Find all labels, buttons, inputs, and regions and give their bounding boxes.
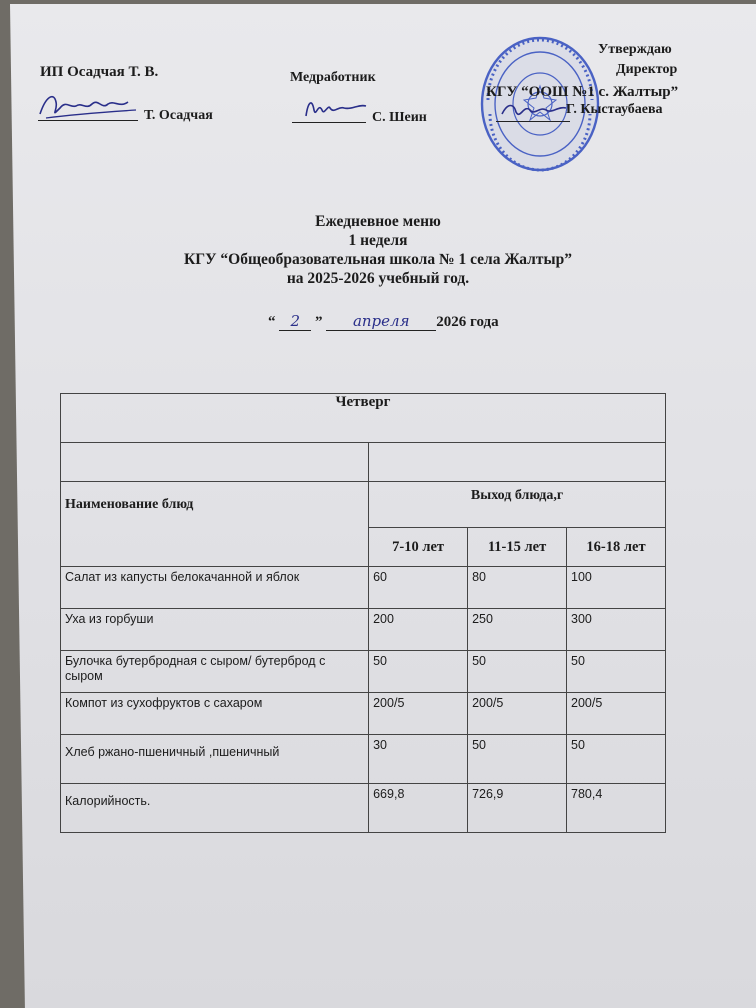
dish-name: Салат из капусты белокачанной и яблок (61, 567, 369, 609)
date-close-quote: ” (315, 314, 323, 330)
age-header: 7-10 лет (369, 528, 468, 567)
signature-line-left (38, 120, 138, 121)
dish-value: 50 (567, 735, 666, 784)
dish-name: Хлеб ржано-пшеничный ,пшеничный (61, 735, 369, 784)
dish-value: 80 (468, 567, 567, 609)
table-row (61, 567, 666, 609)
signature-osadchaya (36, 88, 140, 124)
dish-value: 300 (567, 609, 666, 651)
dish-value: 200/5 (567, 693, 666, 735)
title-line-2: 1 неделя (348, 232, 408, 249)
title-line-3: КГУ “Общеобразовательная школа № 1 села Жалтыр” (184, 251, 572, 268)
signature-line-right (496, 121, 570, 122)
title-line-4: на 2025-2026 учебный год. (286, 270, 470, 287)
date-line (268, 312, 499, 331)
age-row-blank (61, 528, 369, 567)
day-header: Четверг (61, 394, 666, 443)
signature-shein (300, 92, 370, 124)
signer-center: С. Шеин (372, 110, 427, 125)
dish-value: 780,4 (567, 784, 666, 833)
title-line-1: Ежедневное меню (315, 213, 441, 230)
dish-value: 200/5 (468, 693, 567, 735)
empty-cell (369, 443, 666, 482)
table-row (61, 735, 666, 784)
table-row (61, 693, 666, 735)
dish-value: 50 (468, 651, 567, 693)
dish-value: 250 (468, 609, 567, 651)
dish-value: 200/5 (369, 693, 468, 735)
column-yield-header: Выход блюда,г (369, 482, 666, 528)
dish-value: 30 (369, 735, 468, 784)
date-day: 2 (279, 312, 311, 331)
age-row (61, 528, 666, 567)
table-row (61, 784, 666, 833)
signer-left: Т. Осадчая (144, 108, 213, 123)
column-name-header: Наименование блюд (61, 482, 369, 528)
dish-name: Калорийность. (61, 784, 369, 833)
date-month: апреля (326, 312, 436, 331)
director-label: Директор (616, 62, 678, 77)
dish-value: 50 (468, 735, 567, 784)
dish-value: 726,9 (468, 784, 567, 833)
dish-value: 50 (369, 651, 468, 693)
medical-worker-label: Медработник (290, 70, 376, 85)
dish-value: 669,8 (369, 784, 468, 833)
signature-line-center (292, 122, 366, 123)
table-row (61, 651, 666, 693)
dish-value: 200 (369, 609, 468, 651)
menu-table (60, 393, 666, 833)
school-short-name: КГУ “ООШ №1 с. Жалтыр” (486, 84, 679, 100)
dish-name: Уха из горбуши (61, 609, 369, 651)
age-header: 11-15 лет (468, 528, 567, 567)
empty-row (61, 443, 666, 482)
dish-value: 100 (567, 567, 666, 609)
empty-cell (61, 443, 369, 482)
signer-director: Г. Кыстаубаева (566, 102, 663, 117)
table-row (61, 609, 666, 651)
dish-name: Компот из сухофруктов с сахаром (61, 693, 369, 735)
company-name: ИП Осадчая Т. В. (40, 64, 159, 80)
column-header-row (61, 482, 666, 528)
age-header: 16-18 лет (567, 528, 666, 567)
dish-name: Булочка бутербродная с сыром/ бутерброд с сыром (61, 651, 369, 693)
date-year: 2026 года (436, 314, 499, 330)
dish-value: 60 (369, 567, 468, 609)
dish-value: 50 (567, 651, 666, 693)
approve-label: Утверждаю (598, 42, 672, 57)
date-open-quote: “ (268, 314, 276, 330)
